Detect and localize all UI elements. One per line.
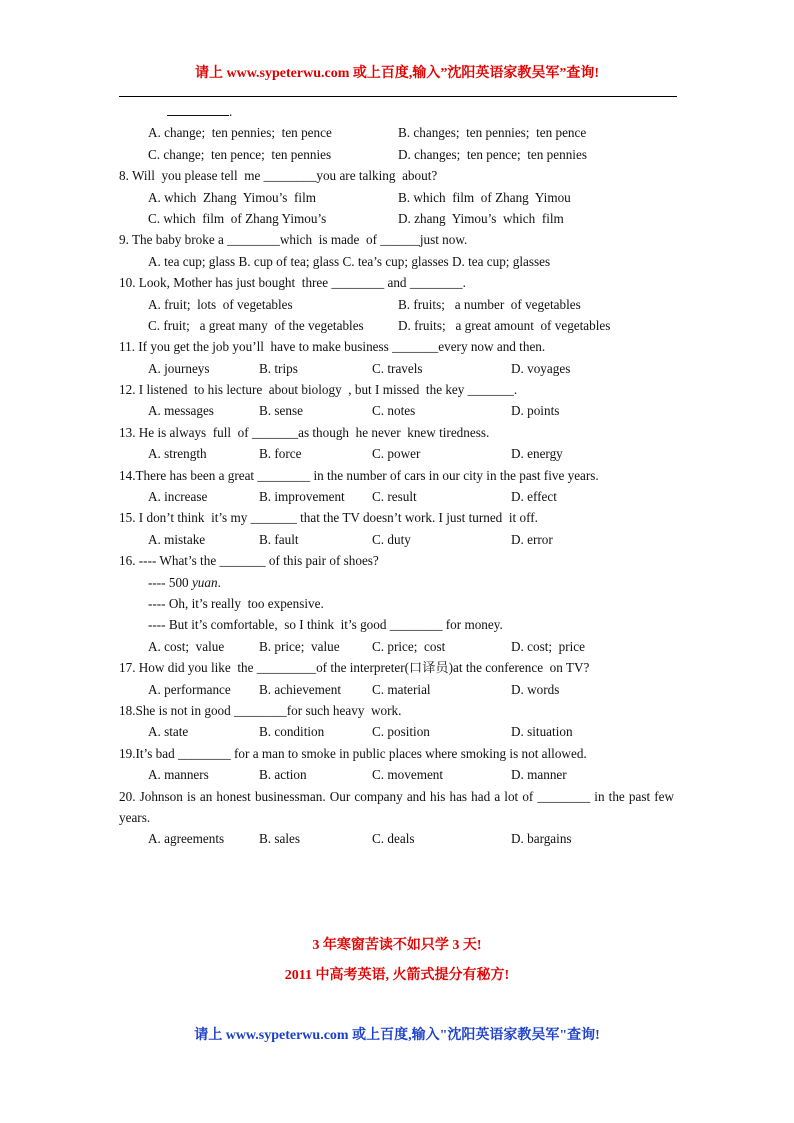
option-item: D. zhang Yimou’s which film <box>398 210 564 226</box>
options-row <box>119 529 674 550</box>
options-row <box>119 122 674 143</box>
question-wrapped: 14.There has been a great ________ in the number of cars in our city in the past five years. <box>119 467 599 483</box>
option-item: B. sales <box>259 831 301 847</box>
question-line: 13. He is always full of _______as though he never knew tiredness. <box>119 424 490 440</box>
option-item: A. journeys <box>148 360 210 376</box>
option-item: B. force <box>259 446 302 462</box>
question-line: 15. I don’t think it’s my _______ that the TV doesn’t work. I just turned it off. <box>119 510 538 526</box>
question-list <box>119 122 674 849</box>
question-line: 12. I listened to his lecture about biology , but I missed the key _______. <box>119 382 518 398</box>
option-item: D. error <box>511 531 553 547</box>
option-item: C. duty <box>372 531 411 547</box>
question-line: 8. Will you please tell me ________you are talking about? <box>119 168 438 184</box>
option-item: B. action <box>259 767 307 783</box>
options-row <box>119 144 674 165</box>
option-item: D. voyages <box>511 360 571 376</box>
previous-question-tail <box>119 101 674 122</box>
option-item: B. fault <box>259 531 299 547</box>
question-line: 18.She is not in good ________for such heavy work. <box>119 702 402 718</box>
option-item: C. notes <box>372 403 416 419</box>
option-item: A. performance <box>148 681 231 697</box>
option-item: B. achievement <box>259 681 342 697</box>
options-row <box>119 828 674 849</box>
option-item: A. messages <box>148 403 214 419</box>
option-item: D. effect <box>511 489 557 505</box>
option-item: D. cost; price <box>511 638 585 654</box>
option-item: A. cost; value <box>148 638 225 654</box>
options-row <box>119 486 674 507</box>
option-item: D. energy <box>511 446 563 462</box>
option-item: C. which film of Zhang Yimou’s <box>148 210 327 226</box>
dialogue-line: ---- But it’s comfortable, so I think it’s good ________ for money. <box>148 617 503 633</box>
option-item: A. state <box>148 724 189 740</box>
option-item: C. result <box>372 489 417 505</box>
option-item: A. mistake <box>148 531 206 547</box>
option-item: D. situation <box>511 724 573 740</box>
option-item: A. fruit; lots of vegetables <box>148 296 293 312</box>
question-line: 11. If you get the job you’ll have to make business _______every now and then. <box>119 339 546 355</box>
question-wrapped: 19.It’s bad ________ for a man to smoke in public places where smoking is not allowed. <box>119 745 587 761</box>
option-item: C. change; ten pence; ten pennies <box>148 146 332 162</box>
answer-blank <box>167 101 229 116</box>
header-divider <box>119 96 677 97</box>
option-item: D. fruits; a great amount of vegetables <box>398 317 611 333</box>
question-line: 16. ---- What’s the _______ of this pair of shoes? <box>119 553 379 569</box>
option-item: D. changes; ten pence; ten pennies <box>398 146 587 162</box>
question-line: 10. Look, Mother has just bought three ________ and ________. <box>119 275 466 291</box>
options-row <box>119 679 674 700</box>
question-line: 9. The baby broke a ________which is made of ______just now. <box>119 232 468 248</box>
option-item: A. manners <box>148 767 209 783</box>
option-item: C. position <box>372 724 430 740</box>
options-row <box>119 721 674 742</box>
option-item: A. agreements <box>148 831 225 847</box>
options-row <box>119 187 674 208</box>
option-item: B. changes; ten pennies; ten pence <box>398 125 587 141</box>
option-item: C. movement <box>372 767 444 783</box>
option-item: C. material <box>372 681 431 697</box>
option-item: A. strength <box>148 446 207 462</box>
page-footer: 请上 www.sypeterwu.com 或上百度,输入"沈阳英语家教吴军"查询! <box>194 1028 600 1043</box>
option-item: D. words <box>511 681 560 697</box>
option-item: C. power <box>372 446 421 462</box>
option-item: C. travels <box>372 360 423 376</box>
option-item: B. which film of Zhang Yimou <box>398 189 571 205</box>
option-item: C. deals <box>372 831 415 847</box>
option-item: B. condition <box>259 724 325 740</box>
option-item: B. price; value <box>259 638 340 654</box>
option-item: B. trips <box>259 360 298 376</box>
question-line: 17. How did you like the _________of the interpreter(口译员)at the conference on TV? <box>119 660 590 676</box>
option-item: C. fruit; a great many of the vegetables <box>148 317 364 333</box>
dialogue-line: ---- 500 yuan. <box>148 574 221 590</box>
option-item: A. change; ten pennies; ten pence <box>148 125 332 141</box>
dialogue-line: ---- Oh, it’s really too expensive. <box>148 596 324 612</box>
option-item: A. increase <box>148 489 208 505</box>
options-row <box>119 315 674 336</box>
option-item: C. price; cost <box>372 638 446 654</box>
promo-line-2: 2011 中高考英语, 火箭式提分有秘方! <box>284 968 510 983</box>
blank-tail-period: . <box>229 104 233 119</box>
option-item: D. points <box>511 403 560 419</box>
option-item: D. bargains <box>511 831 572 847</box>
option-item: B. improvement <box>259 489 345 505</box>
question-wrapped: 20. Johnson is an honest businessman. Our company and his has had a lot of ________ in the past few years. <box>119 788 674 825</box>
options-row <box>119 443 674 464</box>
options-row <box>119 636 674 657</box>
options-row <box>119 208 674 229</box>
page-header: 请上 www.sypeterwu.com 或上百度,输入”沈阳英语家教吴军”查询! <box>194 66 600 81</box>
question-wrapped: A. tea cup; glass B. cup of tea; glass C. tea’s cup; glasses D. tea cup; glasses <box>148 253 551 269</box>
exercise-body <box>119 101 674 850</box>
option-item: B. fruits; a number of vegetables <box>398 296 581 312</box>
option-item: B. sense <box>259 403 303 419</box>
options-row <box>119 400 674 421</box>
option-item: A. which Zhang Yimou’s film <box>148 189 317 205</box>
promo-line-1: 3 年寒窗苦读不如只学 3 天! <box>312 938 482 953</box>
options-row <box>119 764 674 785</box>
options-row <box>119 294 674 315</box>
option-item: D. manner <box>511 767 567 783</box>
options-row <box>119 358 674 379</box>
